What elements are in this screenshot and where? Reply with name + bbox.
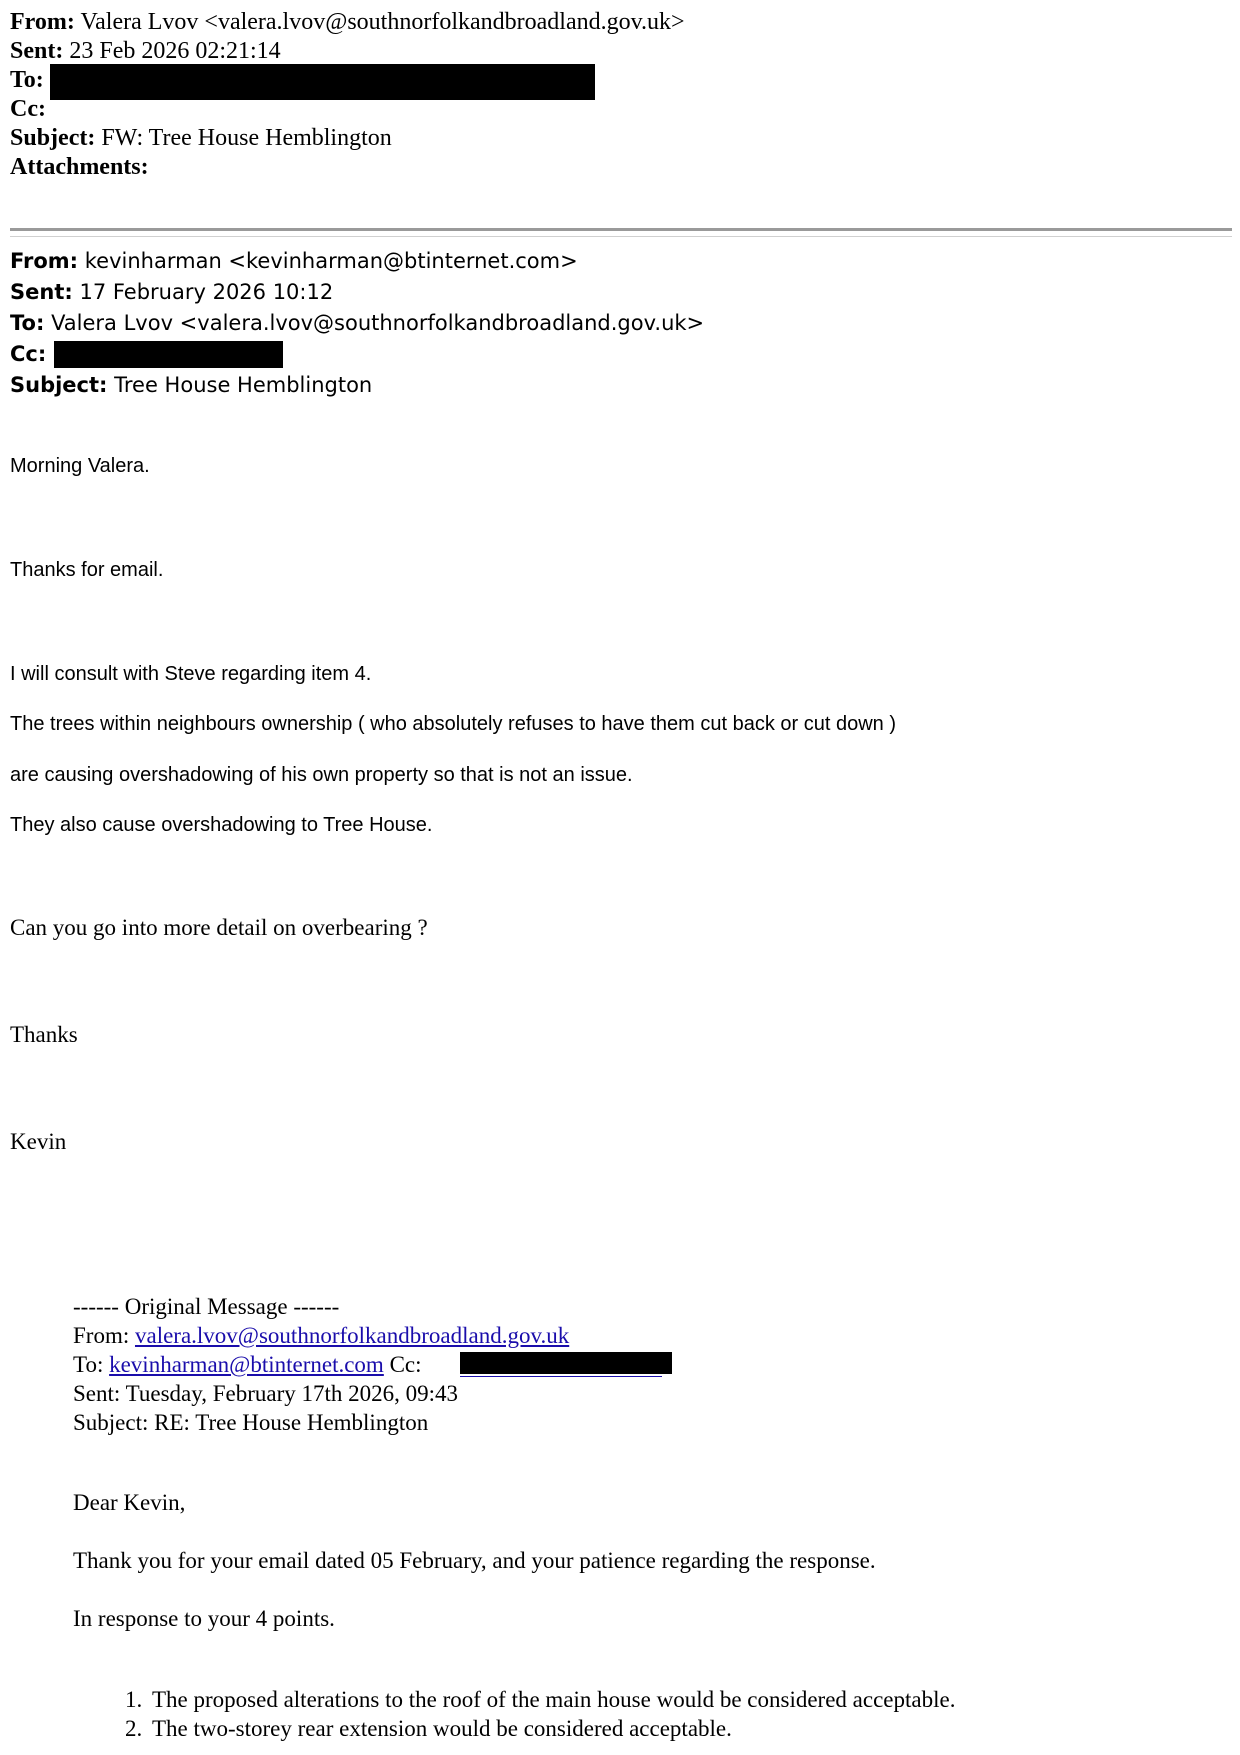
original-para-2: In response to your 4 points. xyxy=(73,1606,335,1631)
inner-sent-label: Sent: xyxy=(10,280,73,304)
outer-to-row xyxy=(10,66,44,95)
inner-from-label: From: xyxy=(10,249,79,273)
outer-to-label: To: xyxy=(10,67,44,93)
inner-sent-row xyxy=(10,277,333,307)
kevin-question: Can you go into more detail on overbearing ? xyxy=(10,915,428,940)
original-point-2: 2. The two-storey rear extension would be considered acceptable. xyxy=(148,1714,955,1743)
original-divider: ------ Original Message ------ xyxy=(73,1294,340,1319)
header-separator-thin xyxy=(10,236,1232,237)
kevin-thanks-line: Thanks for email. xyxy=(10,559,164,581)
original-to-row xyxy=(73,1350,422,1379)
outer-attachments-label: Attachments: xyxy=(10,154,149,180)
kevin-sign-thanks: Thanks xyxy=(10,1022,78,1047)
inner-to-value: Valera Lvov <valera.lvov@southnorfolkandbroadland.gov.uk> xyxy=(51,311,705,335)
outer-from-label: From: xyxy=(10,9,75,35)
outer-subject-label: Subject: xyxy=(10,125,96,151)
original-from-label: From: xyxy=(73,1323,130,1348)
inner-subject-row xyxy=(10,370,372,400)
kevin-line-4: They also cause overshadowing to Tree House. xyxy=(10,814,433,836)
inner-from-row xyxy=(10,246,578,276)
redaction-outer-to xyxy=(50,64,595,100)
inner-to-row xyxy=(10,308,704,338)
kevin-greeting: Morning Valera. xyxy=(10,455,150,477)
outer-subject-row xyxy=(10,124,392,153)
original-sent-line: Sent: Tuesday, February 17th 2026, 09:43 xyxy=(73,1381,459,1406)
original-subject-line: Subject: RE: Tree House Hemblington xyxy=(73,1410,429,1435)
original-points-list xyxy=(120,1685,955,1743)
original-from-row xyxy=(73,1321,569,1350)
outer-subject-value: FW: Tree House Hemblington xyxy=(101,125,392,151)
kevin-line-1: I will consult with Steve regarding item 4. xyxy=(10,663,372,685)
outer-sent-label: Sent: xyxy=(10,38,64,64)
outer-cc-label: Cc: xyxy=(10,96,46,122)
outer-from-value: Valera Lvov <valera.lvov@southnorfolkandbroadland.gov.uk> xyxy=(80,9,685,35)
inner-to-label: To: xyxy=(10,311,45,335)
original-point-1: 1. The proposed alterations to the roof of the main house would be considered acceptable. xyxy=(148,1685,955,1714)
header-separator xyxy=(10,228,1232,231)
inner-sent-value: 17 February 2026 10:12 xyxy=(79,280,334,304)
kevin-line-3: are causing overshadowing of his own property so that is not an issue. xyxy=(10,764,633,786)
inner-subject-label: Subject: xyxy=(10,373,108,397)
kevin-line-2: The trees within neighbours ownership ( who absolutely refuses to have them cut back or cut down ) xyxy=(10,713,897,735)
redaction-inner-cc xyxy=(54,341,283,368)
outer-cc-row xyxy=(10,95,46,124)
inner-subject-value: Tree House Hemblington xyxy=(114,373,373,397)
original-to-link[interactable]: kevinharman@btinternet.com xyxy=(109,1352,384,1377)
inner-from-value: kevinharman <kevinharman@btinternet.com> xyxy=(84,249,578,273)
original-from-link[interactable]: valera.lvov@southnorfolkandbroadland.gov.uk xyxy=(134,1323,570,1348)
original-cc-label: Cc: xyxy=(389,1352,422,1377)
redaction-link-underline xyxy=(460,1376,662,1377)
redaction-original-cc xyxy=(460,1352,672,1374)
outer-attachments-row xyxy=(10,153,149,182)
outer-sent-row xyxy=(10,37,281,66)
outer-sent-value: 23 Feb 2026 02:21:14 xyxy=(69,38,281,64)
original-para-1: Thank you for your email dated 05 February, and your patience regarding the response. xyxy=(73,1548,876,1573)
outer-from-row xyxy=(10,8,685,37)
original-salutation: Dear Kevin, xyxy=(73,1490,186,1515)
original-to-label: To: xyxy=(73,1352,104,1377)
inner-cc-label: Cc: xyxy=(10,342,47,366)
kevin-signature: Kevin xyxy=(10,1129,67,1154)
